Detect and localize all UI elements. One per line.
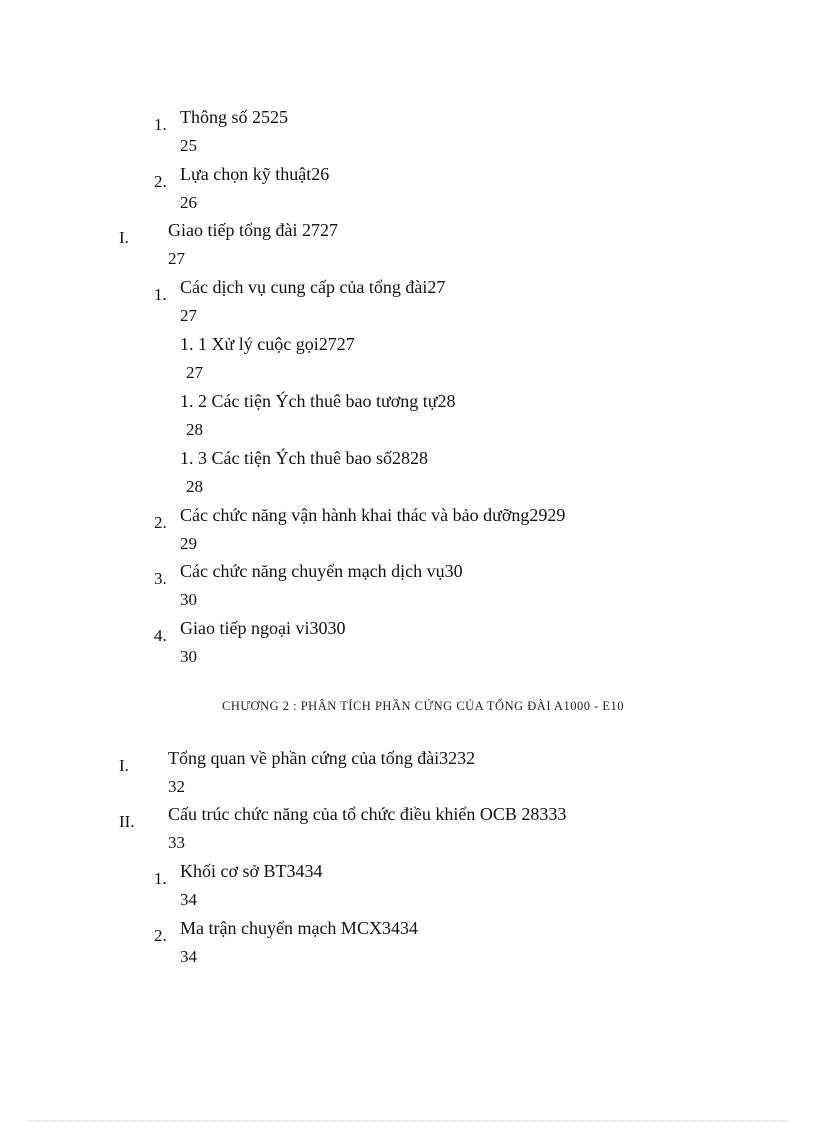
- toc-entry-title: 1. 3 Các tiện Ých thuê bao số2828: [180, 448, 428, 468]
- toc-entry: [0, 918, 816, 974]
- toc-entry-page: 25: [180, 136, 197, 155]
- toc-entry-page: 27: [180, 306, 197, 325]
- toc-entry: [0, 164, 816, 220]
- toc-entry-title: Các chức năng vận hành khai thác và bảo dưỡng2929: [180, 505, 566, 525]
- toc-entry-marker: 1.: [154, 115, 167, 134]
- toc-entry-title: Khối cơ sở BT3434: [180, 861, 323, 881]
- toc-entry: [0, 618, 816, 674]
- toc-entry-title: Giao tiếp tổng đài 2727: [168, 220, 338, 240]
- toc-entry-page: 29: [180, 534, 197, 553]
- toc-entry-page: 34: [180, 890, 197, 909]
- toc-entry-page: 33: [168, 833, 185, 852]
- toc-entry-marker: 2.: [154, 172, 167, 191]
- toc-entry-marker: 2.: [154, 513, 167, 532]
- toc-entry-page: 34: [180, 947, 197, 966]
- toc-entry-page: 32: [168, 777, 185, 796]
- toc-entry-title: Giao tiếp ngoại vi3030: [180, 618, 346, 638]
- toc-entry-page: 28: [186, 420, 203, 439]
- toc-entry-title: Lựa chọn kỹ thuật26: [180, 164, 330, 184]
- toc-entry-title: Các chức năng chuyển mạch dịch vụ30: [180, 561, 463, 581]
- toc-entry-page: 27: [186, 363, 203, 382]
- toc-entry: [0, 861, 816, 917]
- toc-entry-marker: 4.: [154, 626, 167, 645]
- toc-entry: [0, 448, 816, 504]
- toc-entry-marker: II.: [119, 812, 135, 831]
- toc-entry-title: Cấu trúc chức năng của tổ chức điều khiển OCB 28333: [168, 804, 567, 824]
- toc-entry: [0, 334, 816, 390]
- toc-entry: [0, 748, 816, 804]
- page-bottom-border: [28, 1120, 788, 1121]
- toc-entry-title: Các dịch vụ cung cấp của tổng đài27: [180, 277, 446, 297]
- toc-entry: [0, 277, 816, 333]
- toc-entry-marker: 1.: [154, 869, 167, 888]
- toc-entry-page: 30: [180, 647, 197, 666]
- toc-entry-marker: 2.: [154, 926, 167, 945]
- toc-entry-page: 28: [186, 477, 203, 496]
- toc-entry-page: 26: [180, 193, 197, 212]
- toc-entry: [0, 391, 816, 447]
- toc-entry-title: 1. 1 Xử lý cuộc gọi2727: [180, 334, 355, 354]
- toc-entry-marker: 3.: [154, 569, 167, 588]
- toc-entry-title: Thông số 2525: [180, 107, 288, 127]
- toc-entry-marker: I.: [119, 228, 129, 247]
- toc-entry-title: Tổng quan về phần cứng của tổng đài3232: [168, 748, 476, 768]
- toc-entry: [0, 561, 816, 617]
- toc-entry: [0, 804, 816, 860]
- toc-entry-marker: 1.: [154, 285, 167, 304]
- chapter-heading: CHƯƠNG 2 : PHÂN TÍCH PHẦN CỨNG CỦA TỔNG ĐÀI A1000 - E10: [221, 699, 624, 713]
- toc-entry: [0, 505, 816, 561]
- toc-entry: [0, 220, 816, 276]
- toc-entry-page: 27: [168, 249, 185, 268]
- toc-entry-title: Ma trận chuyển mạch MCX3434: [180, 918, 418, 938]
- toc-entry-page: 30: [180, 590, 197, 609]
- toc-entry-marker: I.: [119, 756, 129, 775]
- toc-entry-title: 1. 2 Các tiện Ých thuê bao tương tự28: [180, 391, 456, 411]
- toc-entry: [0, 107, 816, 163]
